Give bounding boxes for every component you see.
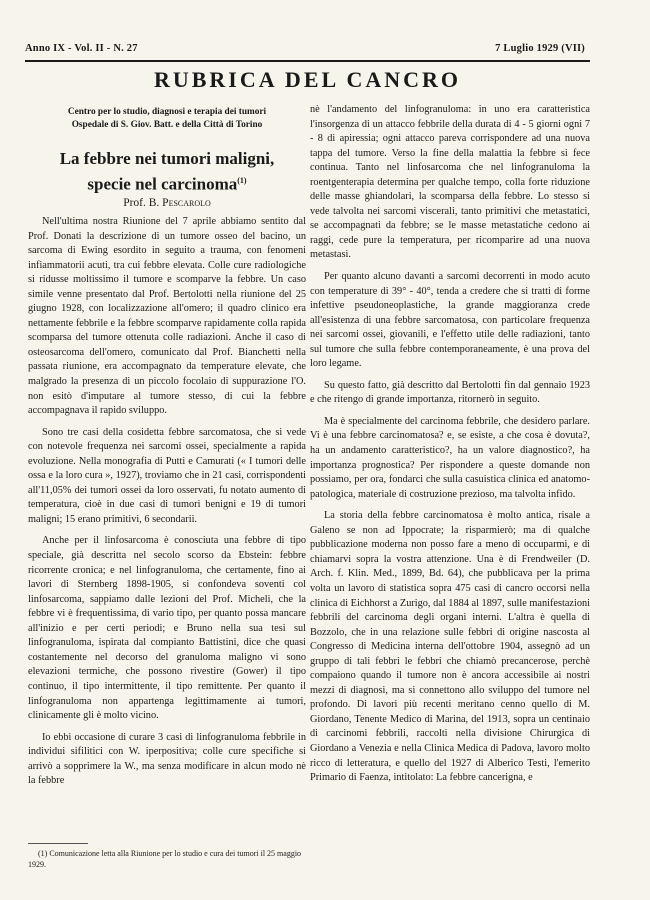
- footnote-rule: [28, 843, 88, 844]
- paragraph: Per quanto alcuno davanti a sarcomi decorrenti in modo acuto con temperature di 39° - 40°, tenda a credere che si tratti di forme infettive pseudoneoplastiche, la grande maggioranza crede all'esistenza di una febbre sarcomatosa, con particolare frequenza nei sarcomi ossei, giovanili, e l'effetto utile delle radiazioni, tanto sul tumore che sulla febbre contemporaneamente, è una prova del loro legame.: [310, 271, 590, 370]
- header-rule: [25, 60, 590, 62]
- issue-info: Anno IX - Vol. II - N. 27: [25, 43, 138, 54]
- paragraph: Io ebbi occasione di curare 3 casi di linfogranuloma febbrile in individui sifilitici con W. iperpositiva; colle cure specifiche si arrivò a sopprimere la W., ma senza modificare in alcun modo nè la febbre: [28, 731, 306, 787]
- article-title-line-2: specie nel carcinoma: [87, 174, 238, 194]
- paragraph: nè l'andamento del linfogranuloma: in uno era caratteristica l'insorgenza di un attacco febbrile della durata di 4 - 5 giorni ogni 7 - 8 di apiressia; ogni attacco pareva corrispondere ad una nuova tappa del tumore. Verso la fine della malattia la febbre si fece continua. Tanto nel linfosarcoma che nel linfogranuloma la roentgenterapia determina per qualche tempo, colla forte riduzione delle masse ghiandolari, la scomparsa della febbre. Lo stesso si vede talvolta nei sarcomi viscerali, tanto primitivi che metastatici, se accompagnati da febbre; se le masse metastatiche cedono ai raggi, cede pure la temperatura, per ricomparire ad una nuova metastasi.: [310, 104, 590, 261]
- right-column: [310, 103, 590, 786]
- institution-note: [28, 106, 306, 132]
- paragraph: La storia della febbre carcinomatosa è molto antica, risale a Galeno se non ad Ippocrate; la risparmierò; ma di qualche pubblicazione moderna non posso fare a meno di occuparmi, e di chiamarvi sopra la vostra attenzione. Una è di Frendweiler (D. Arch. f. Klin. Med., 1899, Bd. 64), che pubblicava per la prima volta un lavoro di statistica sopra 475 casi di cancro occorsi nella clinica di Eichhorst a Zurigo, dal 1884 al 1897, sulle manifestazioni febbrili del carcinoma degli organi interni. L'altra è quella di Bozzolo, che in una relazione sulle febbri di origine nascosta al Congresso di Medicina interna dell'ottobre 1904, assegnò ad un gruppo di tali febbri le febbri che chiamò precancerose, perchè compaiono quando il tumore non è ancora accessibile ai nostri mezzi di diagnosi, ma si connettono allo sviluppo del tumore nel profondo. Di lavori più recenti meritano cenno quello di M. Giordano, Tenente Medico di Marina, del 1913, sopra un centinaio di carcinomi febbrili, raccolti nella divisione Chirurgica di Giordano a Venezia e nella Clinica Medica di Padova, lavoro molto ricco di letteratura, e quello del 1927 di Alberico Testi, l'emerito Primario di Faenza, intitolato: La febbre cancerigna, e: [310, 510, 590, 784]
- footnote: (1) Comunicazione letta alla Riunione per lo studio e cura dei tumori il 25 maggio 1929.: [28, 849, 302, 869]
- paragraph: Su questo fatto, già descritto dal Bertolotti fin dal gennaio 1923 e che ritengo di grande importanza, ritornerò in seguito.: [310, 379, 590, 406]
- article-title: [28, 148, 306, 196]
- institution-line-1: Centro per lo studio, diagnosi e terapia dei tumori: [67, 107, 267, 117]
- footnote-marker: (1): [237, 176, 247, 185]
- paragraph: Nell'ultima nostra Riunione del 7 aprile abbiamo sentito dal Prof. Donati la descrizione di un tumore osseo del bacino, un sarcoma di Ewing esordito in seguito a trauma, con fenomeni infiammatorii acuti, tra cui febbre elevata. Colle cure radiologiche si ridusse moltissimo il tumore e scomparve la febbre. Un caso simile venne presentato dal Prof. Bertolotti nella riunione del 25 giugno 1928, con localizzazione all'omero; il quadro clinico era nettamente febbrile e la febbre scomparve rapidamente colla rapida scomparsa del tumore ottenuta colle radiazioni. Anche il caso di osteosarcoma dell'omero, comunicato dal Prof. Bianchetti nella passata riunione, era accompagnato da temperature elevate, che malgrado la presenza di un piccolo focolaio di suppurazione l'O. non esitò d'imputare al tumore stesso, di cui la febbre accompagnava il rapido sviluppo.: [28, 216, 306, 417]
- section-title: RUBRICA DEL CANCRO: [153, 67, 462, 92]
- institution-line-2: Ospedale di S. Giov. Batt. e della Città di Torino: [71, 120, 263, 130]
- paragraph: Anche per il linfosarcoma è conosciuta una febbre di tipo speciale, già descritta nel secolo scorso da Ebstein: febbre ricorrente cronica; e nel linfogranuloma, che certamente, fino ai lavori di Sternberg 1898-1905, si confondeva soventi col linfosarcoma, sappiamo dalle lezioni del Prof. Micheli, che la febbre vi è frequentissima, di vario tipo, per quanto possa mancare all'inizio e per certi periodi; e Bruno nella sua tesi sul linfogranuloma, ispirata dal compianto Battistini, dice che quasi costantemente nel decorso del granuloma maligno vi sono elevazioni termiche, che possono rivestire (Gower) il tipo continuo, il tipo intermittente, il tipo remittente. Per quanto il linfogranuloma non appartenga legittimamente ai tumori, clinicamente gli è molto vicino.: [28, 535, 306, 722]
- author-name: Pescarolo: [162, 197, 211, 209]
- issue-date: 7 Luglio 1929 (VII): [495, 43, 585, 54]
- paragraph: Ma è specialmente del carcinoma febbrile, che desidero parlare. Vi è una febbre carcinomatosa? e, se esiste, a che cosa è dovuta?, ha un andamento caratteristico?, ha un valore diagnostico?, ha importanza prognostica? Per rispondere a queste domande non possiamo, per ora, fondarci che sulla casuistica clinica ed anatomo-patologica, materiale di costruzione prezioso, ma talvolta infido.: [310, 415, 590, 500]
- paragraph: Sono tre casi della cosidetta febbre sarcomatosa, che si vede con notevole frequenza nei sarcomi ossei, specialmente a rapida evoluzione. Nella monografia di Putti e Camurati (« I tumori delle ossa e la loro cura », 1927), troviamo che in 21 casi, corrispondenti all'11,05% dei tumori ossei da loro osservati, fu notato aumento di temperatura, cioè in due casi di tumori benigni e 19 di tumori maligni; 15 erano primitivi, 6 secondarii.: [28, 426, 306, 525]
- article-author: [28, 197, 306, 209]
- left-column: [28, 215, 306, 789]
- article-title-line-1: La febbre nei tumori maligni,: [59, 149, 275, 168]
- author-prefix: Prof. B.: [123, 197, 160, 209]
